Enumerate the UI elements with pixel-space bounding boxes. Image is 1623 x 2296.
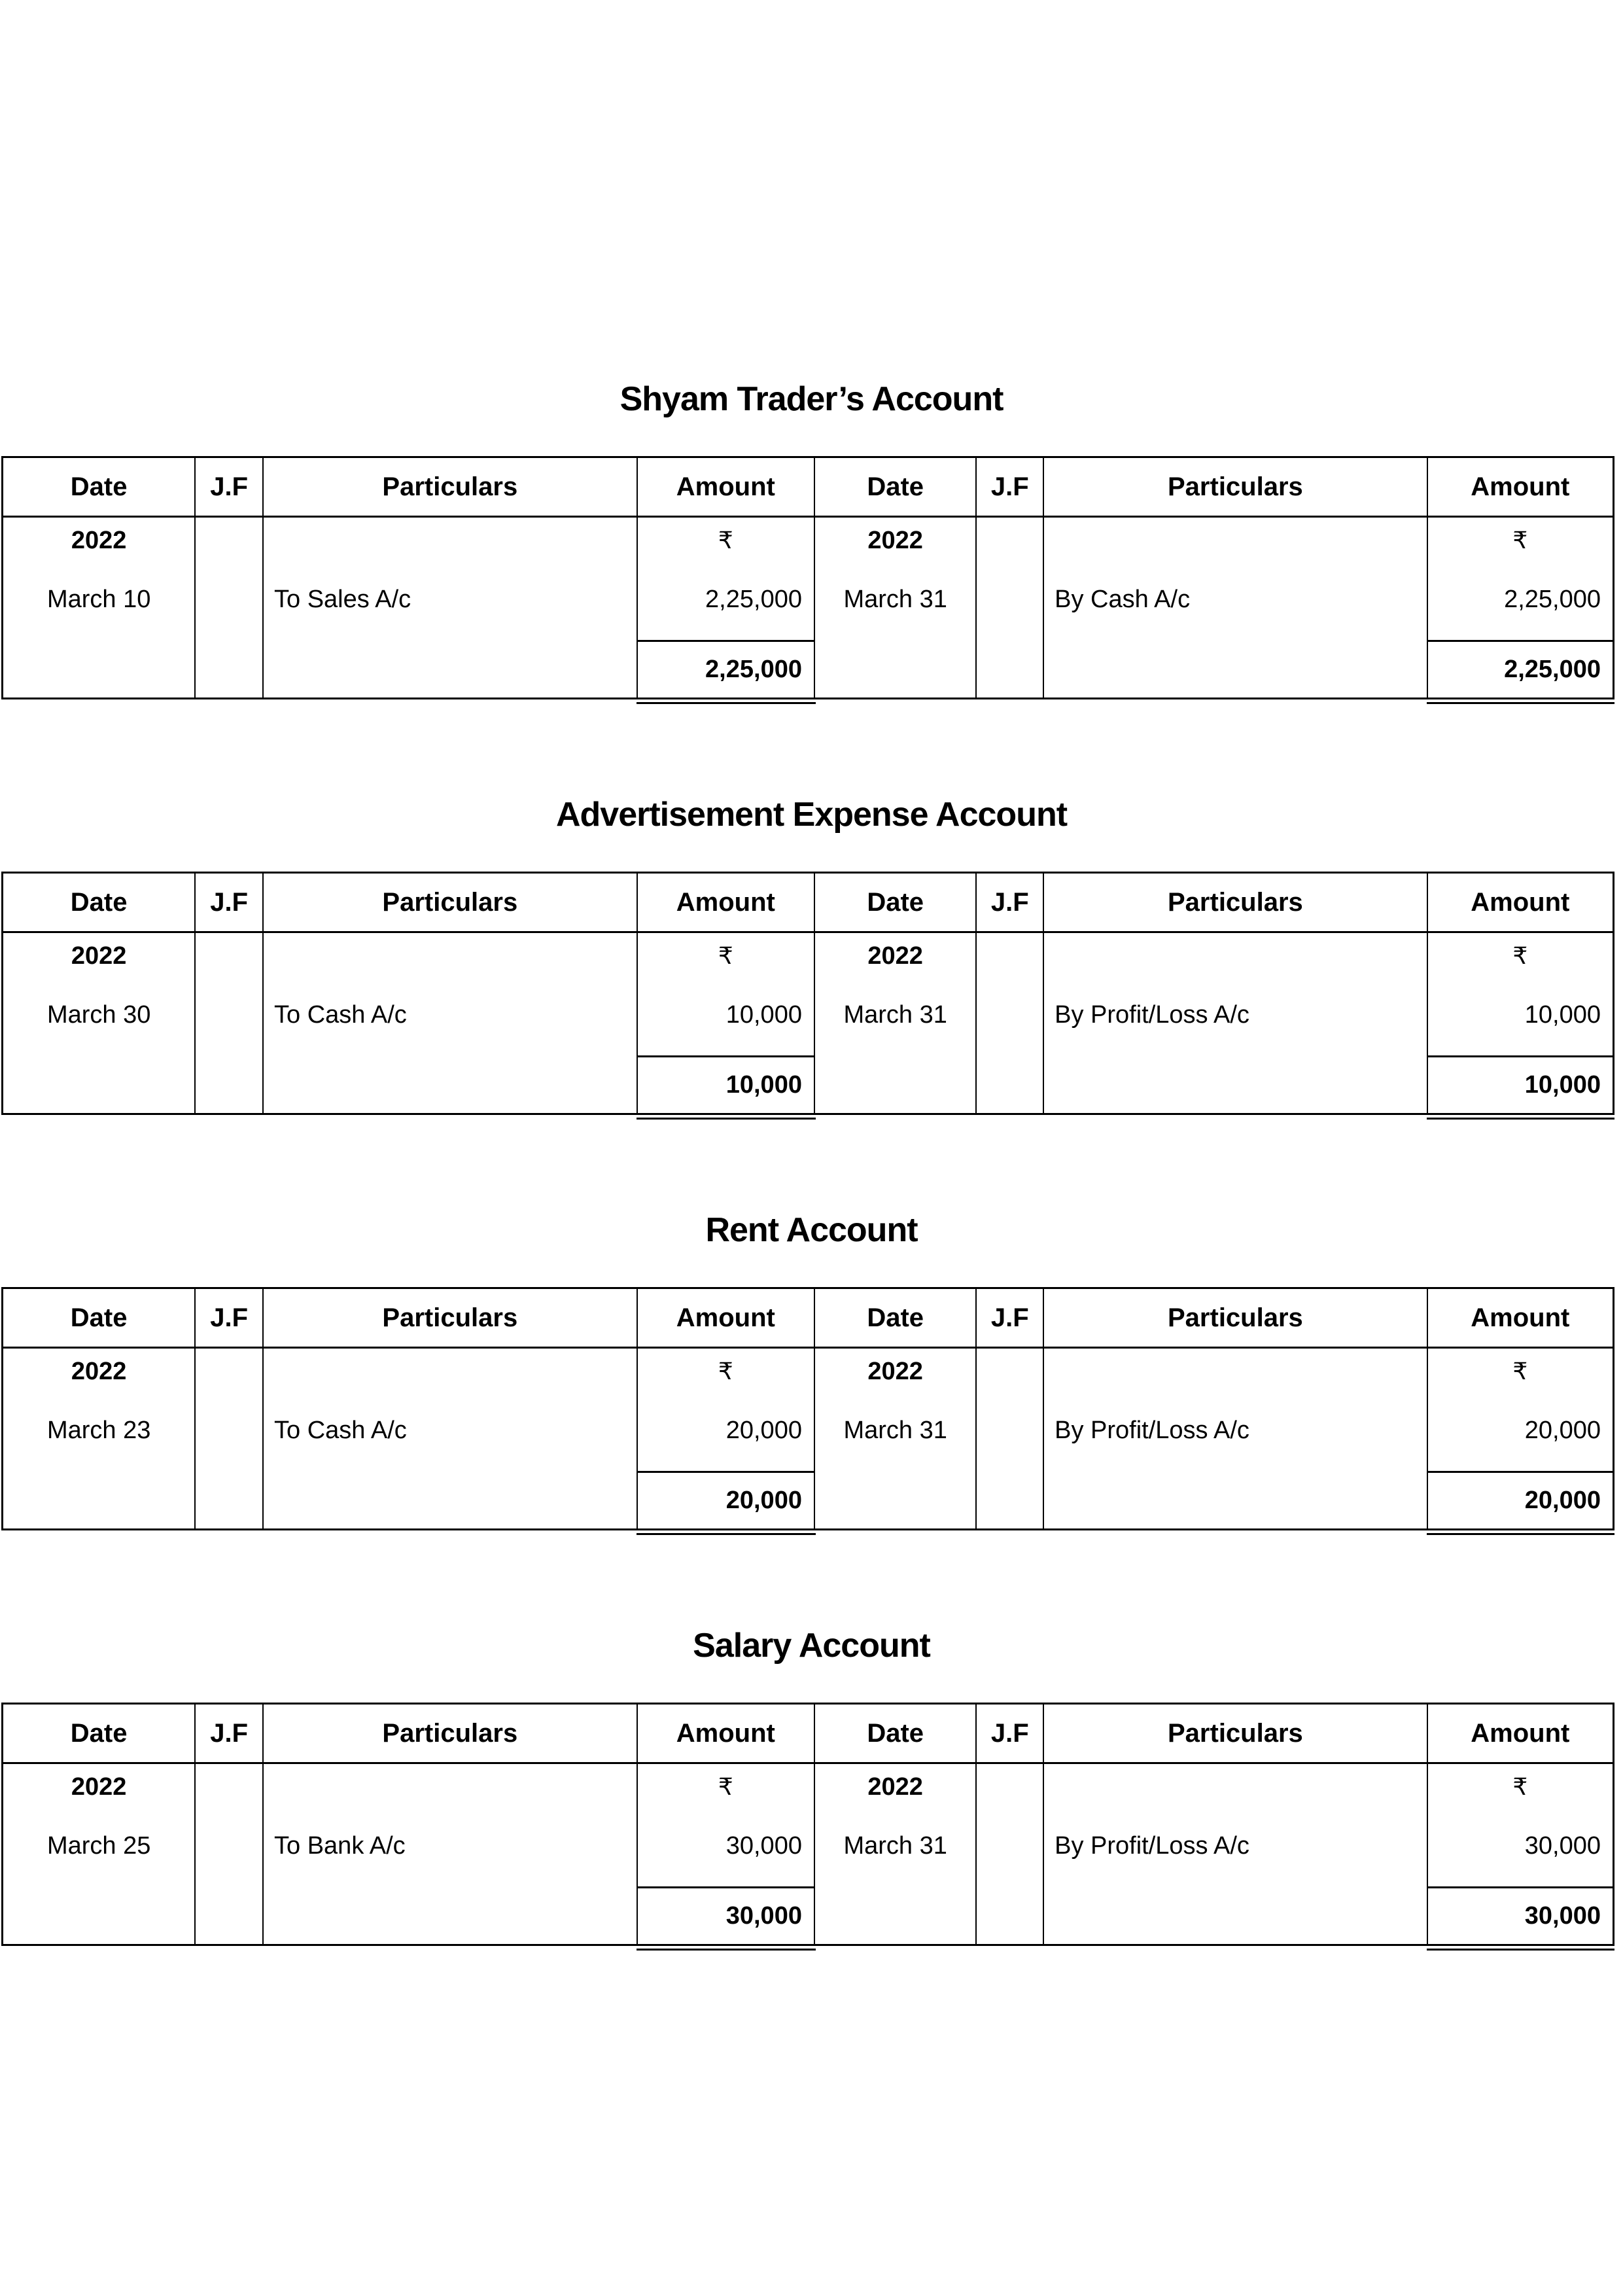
- credit-particulars-cell: [1044, 933, 1428, 1113]
- column-header-amount-debit: Amount: [638, 1289, 815, 1349]
- credit-amount-cell: [1428, 1349, 1613, 1528]
- credit-year: 2022: [867, 942, 923, 970]
- column-header-amount-credit: Amount: [1428, 458, 1613, 518]
- debit-total: 10,000: [638, 1055, 814, 1113]
- debit-date: March 10: [46, 586, 151, 613]
- debit-amount-cell: [638, 1349, 815, 1528]
- column-header-particulars-credit: Particulars: [1044, 874, 1428, 933]
- column-header-amount-debit: Amount: [638, 874, 815, 933]
- column-header-particulars-debit: Particulars: [264, 1704, 638, 1764]
- column-header-date-debit: Date: [3, 1289, 196, 1349]
- debit-jf-cell: [196, 1764, 264, 1944]
- debit-particulars: To Cash A/c: [274, 1001, 407, 1029]
- column-header-amount-credit: Amount: [1428, 1704, 1613, 1764]
- account-block-shyam-traders: [0, 366, 1623, 699]
- column-header-date-credit: Date: [815, 874, 977, 933]
- debit-date-cell: [3, 518, 196, 698]
- column-header-particulars-credit: Particulars: [1044, 1289, 1428, 1349]
- credit-particulars-cell: [1044, 1764, 1428, 1944]
- column-header-amount-credit: Amount: [1428, 874, 1613, 933]
- account-block-salary: [0, 1613, 1623, 1946]
- debit-particulars-cell: [264, 1349, 638, 1528]
- column-header-particulars-credit: Particulars: [1044, 458, 1428, 518]
- credit-total: 10,000: [1428, 1055, 1613, 1113]
- debit-amount: 10,000: [725, 1001, 802, 1029]
- column-header-particulars-debit: Particulars: [264, 458, 638, 518]
- debit-total: 2,25,000: [638, 640, 814, 698]
- column-header-jf-debit: J.F: [196, 458, 264, 518]
- debit-particulars: To Sales A/c: [274, 586, 411, 613]
- debit-particulars-cell: [264, 1764, 638, 1944]
- credit-date: March 31: [843, 1417, 947, 1444]
- account-title: Salary Account: [693, 1627, 930, 1665]
- credit-particulars-cell: [1044, 1349, 1428, 1528]
- account-title: Advertisement Expense Account: [555, 796, 1068, 834]
- debit-total: 20,000: [638, 1471, 814, 1528]
- debit-particulars-cell: [264, 518, 638, 698]
- ledger-table: [1, 1703, 1614, 1946]
- credit-particulars: By Profit/Loss A/c: [1055, 1001, 1249, 1029]
- rupee-symbol: ₹: [718, 1773, 733, 1800]
- ledger-table: [1, 1287, 1614, 1530]
- credit-amount-cell: [1428, 518, 1613, 698]
- credit-date-cell: [815, 1349, 977, 1528]
- credit-total: 2,25,000: [1428, 640, 1613, 698]
- credit-total: 20,000: [1428, 1471, 1613, 1528]
- column-header-jf-debit: J.F: [196, 874, 264, 933]
- debit-amount: 2,25,000: [705, 586, 802, 613]
- credit-amount: 30,000: [1524, 1832, 1601, 1860]
- debit-jf-cell: [196, 933, 264, 1113]
- credit-total: 30,000: [1428, 1886, 1613, 1944]
- column-header-jf-credit: J.F: [977, 1289, 1044, 1349]
- debit-date-cell: [3, 1349, 196, 1528]
- credit-year: 2022: [867, 527, 923, 554]
- ledger-table: [1, 456, 1614, 699]
- account-block-rent: [0, 1197, 1623, 1530]
- debit-year: 2022: [71, 1773, 127, 1801]
- debit-amount: 20,000: [725, 1417, 802, 1444]
- credit-particulars: By Profit/Loss A/c: [1055, 1417, 1249, 1444]
- credit-date-cell: [815, 518, 977, 698]
- account-title: Shyam Trader’s Account: [620, 380, 1003, 418]
- debit-date-cell: [3, 1764, 196, 1944]
- column-header-particulars-debit: Particulars: [264, 1289, 638, 1349]
- debit-particulars: To Bank A/c: [274, 1832, 406, 1860]
- ledger-table: [1, 872, 1614, 1115]
- credit-jf-cell: [977, 1764, 1044, 1944]
- credit-jf-cell: [977, 518, 1044, 698]
- column-header-particulars-debit: Particulars: [264, 874, 638, 933]
- column-header-amount-credit: Amount: [1428, 1289, 1613, 1349]
- column-header-date-debit: Date: [3, 874, 196, 933]
- credit-date-cell: [815, 933, 977, 1113]
- column-header-jf-credit: J.F: [977, 1704, 1044, 1764]
- debit-date: March 25: [46, 1832, 151, 1860]
- credit-date: March 31: [843, 1832, 947, 1860]
- column-header-date-debit: Date: [3, 1704, 196, 1764]
- rupee-symbol: ₹: [1512, 1358, 1528, 1385]
- column-header-jf-credit: J.F: [977, 874, 1044, 933]
- debit-total: 30,000: [638, 1886, 814, 1944]
- credit-amount: 20,000: [1524, 1417, 1601, 1444]
- credit-particulars-cell: [1044, 518, 1428, 698]
- rupee-symbol: ₹: [1512, 942, 1528, 969]
- debit-date-cell: [3, 933, 196, 1113]
- account-block-advertisement-expense: [0, 782, 1623, 1115]
- debit-jf-cell: [196, 518, 264, 698]
- credit-year: 2022: [867, 1773, 923, 1801]
- column-header-date-credit: Date: [815, 1289, 977, 1349]
- rupee-symbol: ₹: [718, 1358, 733, 1385]
- credit-date: March 31: [843, 586, 947, 613]
- rupee-symbol: ₹: [1512, 1773, 1528, 1800]
- debit-amount-cell: [638, 1764, 815, 1944]
- credit-date: March 31: [843, 1001, 947, 1029]
- debit-particulars-cell: [264, 933, 638, 1113]
- credit-jf-cell: [977, 1349, 1044, 1528]
- account-title: Rent Account: [705, 1211, 918, 1249]
- debit-year: 2022: [71, 942, 127, 970]
- debit-jf-cell: [196, 1349, 264, 1528]
- debit-amount-cell: [638, 933, 815, 1113]
- debit-particulars: To Cash A/c: [274, 1417, 407, 1444]
- credit-amount-cell: [1428, 1764, 1613, 1944]
- column-header-date-credit: Date: [815, 458, 977, 518]
- column-header-jf-credit: J.F: [977, 458, 1044, 518]
- credit-particulars: By Profit/Loss A/c: [1055, 1832, 1249, 1860]
- debit-date: March 30: [46, 1001, 151, 1029]
- credit-amount-cell: [1428, 933, 1613, 1113]
- debit-amount-cell: [638, 518, 815, 698]
- column-header-date-credit: Date: [815, 1704, 977, 1764]
- credit-amount: 2,25,000: [1504, 586, 1601, 613]
- rupee-symbol: ₹: [718, 527, 733, 554]
- column-header-jf-debit: J.F: [196, 1289, 264, 1349]
- column-header-amount-debit: Amount: [638, 1704, 815, 1764]
- credit-jf-cell: [977, 933, 1044, 1113]
- debit-date: March 23: [46, 1417, 151, 1444]
- column-header-amount-debit: Amount: [638, 458, 815, 518]
- credit-date-cell: [815, 1764, 977, 1944]
- credit-year: 2022: [867, 1358, 923, 1385]
- rupee-symbol: ₹: [718, 942, 733, 969]
- debit-amount: 30,000: [725, 1832, 802, 1860]
- column-header-date-debit: Date: [3, 458, 196, 518]
- column-header-particulars-credit: Particulars: [1044, 1704, 1428, 1764]
- column-header-jf-debit: J.F: [196, 1704, 264, 1764]
- credit-amount: 10,000: [1524, 1001, 1601, 1029]
- debit-year: 2022: [71, 1358, 127, 1385]
- rupee-symbol: ₹: [1512, 527, 1528, 554]
- credit-particulars: By Cash A/c: [1055, 586, 1191, 613]
- debit-year: 2022: [71, 527, 127, 554]
